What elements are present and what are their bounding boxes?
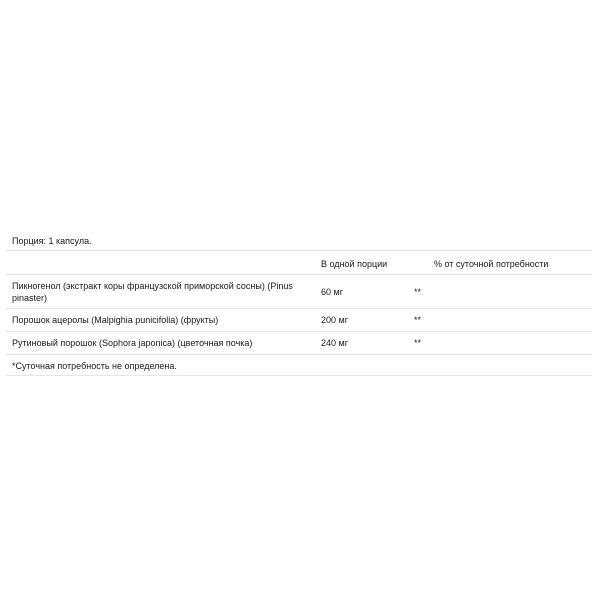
serving-size-text: Порция: 1 капсула. (12, 236, 92, 246)
daily-value-header: % от суточной потребности (434, 259, 549, 269)
ingredient-name: Пикногенол (экстракт коры французской приморской сосны) (Pinus pinaster) (12, 281, 293, 303)
ingredient-amount: 240 мг (321, 338, 348, 348)
footnote-row (6, 355, 592, 376)
table-row (6, 275, 592, 309)
table-row (6, 332, 592, 355)
ingredient-name: Рутиновый порошок (Sophora japonica) (цветочная почка) (12, 338, 253, 348)
ingredient-daily-value: ** (414, 338, 422, 348)
ingredient-amount: 60 мг (321, 287, 343, 297)
serving-size-row (6, 228, 592, 251)
ingredient-daily-value: ** (414, 287, 422, 297)
table-header-row (6, 251, 592, 275)
ingredient-amount: 200 мг (321, 315, 348, 325)
table-row (6, 309, 592, 332)
ingredient-daily-value: ** (414, 315, 422, 325)
ingredient-name: Порошок ацеролы (Malpighia punicifolia) (фрукты) (12, 315, 219, 325)
footnote-text: *Суточная потребность не определена. (12, 361, 177, 371)
per-serving-header: В одной порции (321, 259, 388, 269)
supplement-facts-table (6, 228, 592, 376)
